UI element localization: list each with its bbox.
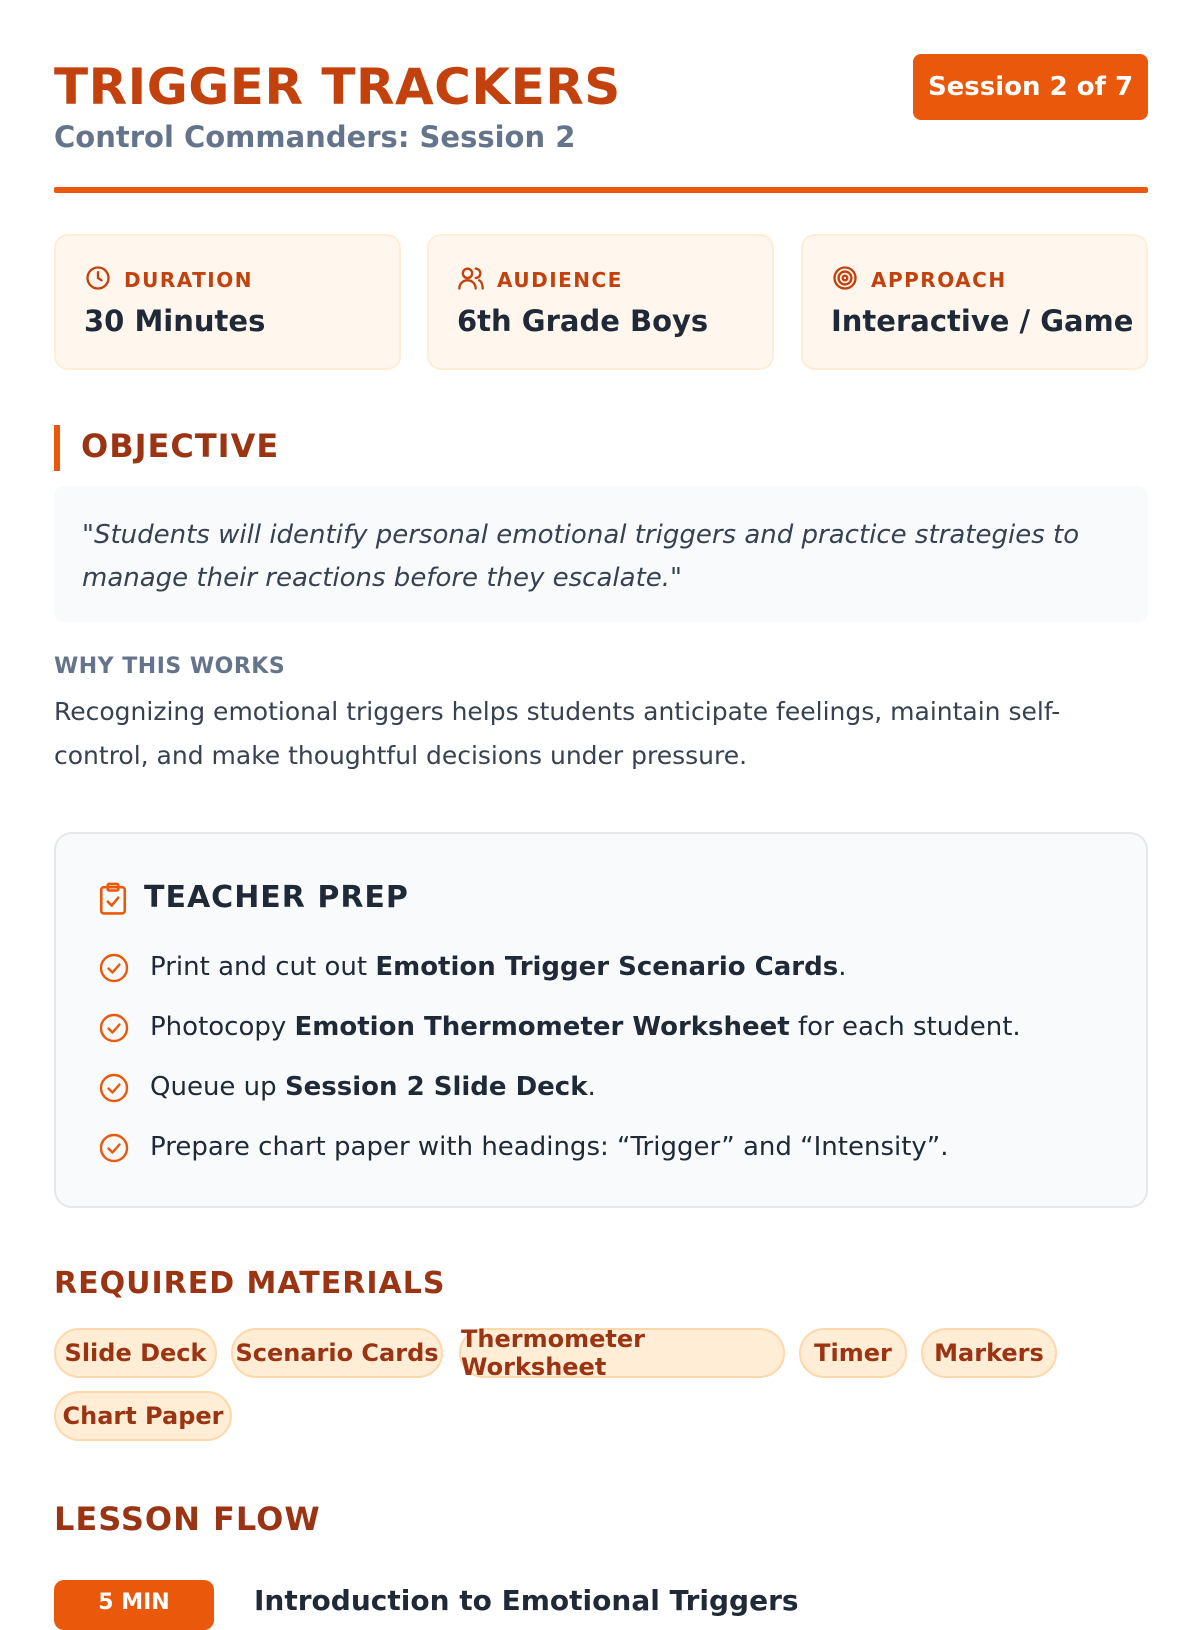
header: [54, 54, 1148, 192]
lesson-plan-page: [54, 0, 1148, 1617]
prep-text-pre: Photocopy: [150, 1012, 295, 1042]
prep-text-post: .: [587, 1072, 596, 1102]
header-divider: [54, 187, 1148, 193]
session-badge: Session 2 of 7: [913, 54, 1148, 120]
check-circle-icon: [98, 1072, 130, 1104]
duration-label: DURATION: [124, 268, 253, 292]
material-chip: Slide Deck: [54, 1328, 217, 1378]
material-chip: Chart Paper: [54, 1391, 232, 1441]
approach-card: [801, 234, 1148, 370]
material-chip: Scenario Cards: [231, 1328, 443, 1378]
audience-card: [427, 234, 774, 370]
audience-label: AUDIENCE: [497, 268, 623, 292]
check-circle-icon: [98, 1132, 130, 1164]
prep-text-post: for each student.: [789, 1012, 1021, 1042]
step-title: Introduction to Emotional Triggers: [254, 1584, 799, 1617]
why-line-2: control, and make thoughtful decisions under pressure.: [54, 741, 748, 770]
target-icon: [831, 264, 859, 292]
prep-item-text: [150, 1132, 949, 1162]
duration-card: [54, 234, 401, 370]
prep-text-bold: Emotion Trigger Scenario Cards: [375, 952, 839, 982]
prep-item: [98, 948, 1098, 988]
material-chip: Thermometer Worksheet: [459, 1328, 785, 1378]
materials-heading: REQUIRED MATERIALS: [54, 1266, 446, 1301]
why-this-works-text: [54, 690, 1148, 778]
clock-icon: [84, 264, 112, 292]
objective-quote-line-1: "Students will identify personal emotional triggers and practice strategies to: [82, 520, 1080, 550]
approach-value: Interactive / Game: [831, 304, 1134, 338]
material-chip: Timer: [799, 1328, 907, 1378]
teacher-prep-panel: [54, 832, 1148, 1208]
objective-heading: OBJECTIVE: [81, 427, 280, 465]
why-line-1: Recognizing emotional triggers helps students anticipate feelings, maintain self-: [54, 697, 1061, 726]
prep-text-bold: Session 2 Slide Deck: [284, 1072, 588, 1102]
lesson-flow-heading: LESSON FLOW: [54, 1500, 321, 1538]
material-chip: Markers: [921, 1328, 1057, 1378]
duration-value: 30 Minutes: [84, 304, 266, 338]
clipboard-check-icon: [98, 882, 128, 916]
audience-value: 6th Grade Boys: [457, 304, 709, 338]
prep-item: [98, 1068, 1098, 1108]
prep-item: [98, 1128, 1098, 1168]
prep-item: [98, 1008, 1098, 1048]
why-this-works-label: WHY THIS WORKS: [54, 654, 286, 679]
prep-text-pre: Prepare chart paper with headings: “Trigger” and “Intensity”.: [150, 1132, 949, 1162]
objective-accent-bar: [54, 425, 60, 471]
approach-label: APPROACH: [871, 268, 1007, 292]
teacher-prep-heading: TEACHER PREP: [144, 880, 409, 915]
prep-item-text: [150, 1072, 596, 1102]
check-circle-icon: [98, 952, 130, 984]
prep-text-pre: Print and cut out: [150, 952, 376, 982]
prep-text-pre: Queue up: [150, 1072, 285, 1102]
step-time-badge: 5 MIN: [54, 1580, 214, 1630]
page-title: TRIGGER TRACKERS: [54, 58, 621, 116]
info-cards: [54, 234, 1148, 370]
prep-item-text: [150, 1012, 1021, 1042]
objective-quote-box: [54, 486, 1148, 622]
prep-text-post: .: [838, 952, 847, 982]
users-icon: [457, 264, 485, 292]
prep-item-text: [150, 952, 846, 982]
page-subtitle: Control Commanders: Session 2: [54, 120, 576, 154]
check-circle-icon: [98, 1012, 130, 1044]
prep-text-bold: Emotion Thermometer Worksheet: [294, 1012, 790, 1042]
objective-quote-line-2: manage their reactions before they escalate.": [82, 563, 682, 593]
